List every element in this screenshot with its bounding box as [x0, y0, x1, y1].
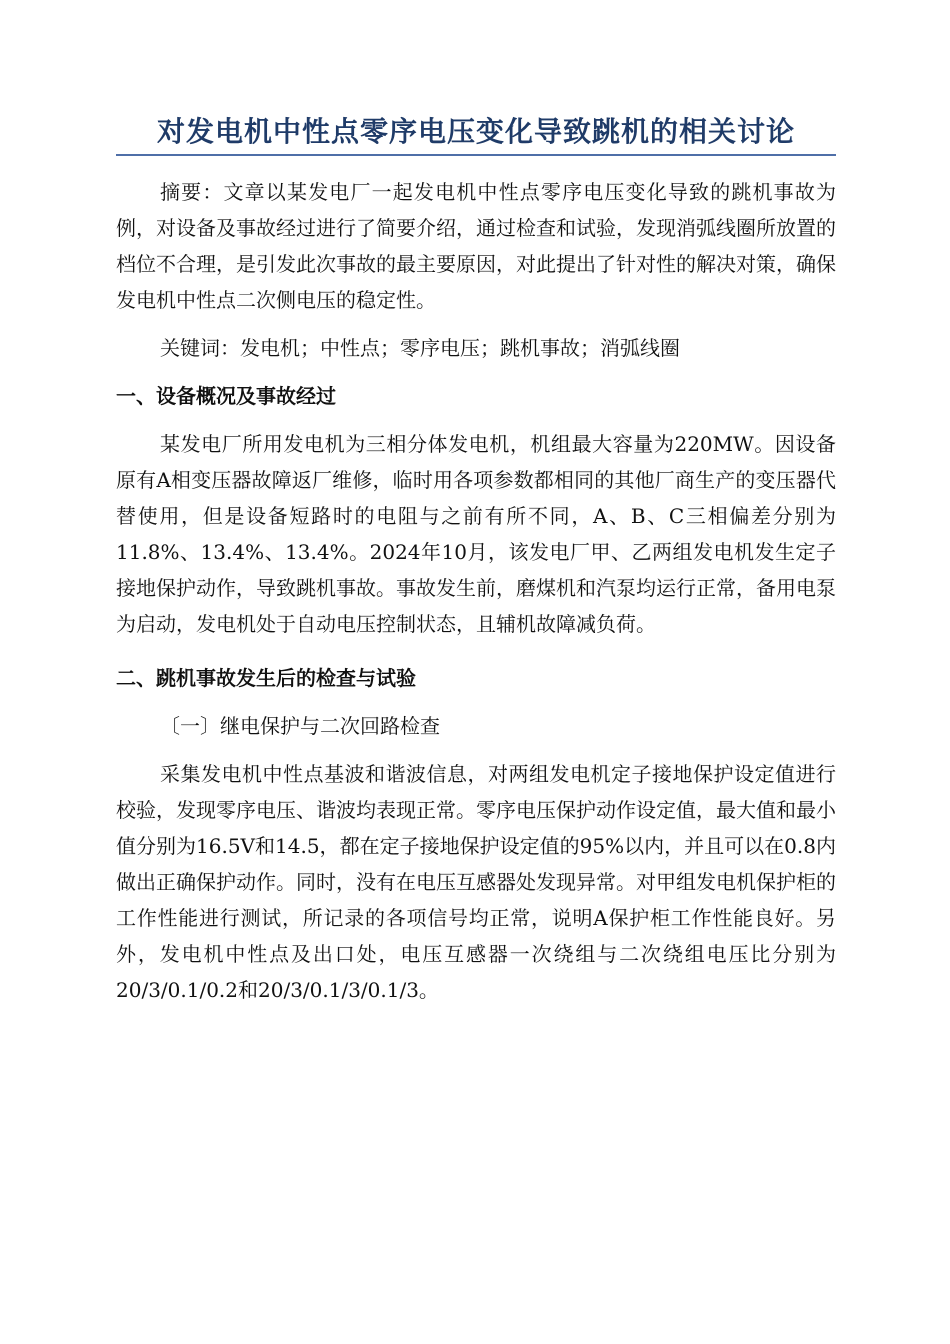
section-heading-2: 二、跳机事故发生后的检查与试验: [116, 666, 416, 690]
keywords-line: 关键词：发电机；中性点；零序电压；跳机事故；消弧线圈: [160, 336, 680, 360]
abstract-paragraph: 摘要：文章以某发电厂一起发电机中性点零序电压变化导致的跳机事故为例，对设备及事故经过进行了简要介绍，通过检查和试验，发现消弧线圈所放置的档位不合理，是引发此次事故的最主要原因，对此提出了针对性的解决对策，确保发电机中性点二次侧电压的稳定性。: [116, 180, 836, 312]
document-page: [116, 112, 836, 1008]
subsection-heading: 〔一〕继电保护与二次回路检查: [160, 714, 440, 738]
section-1-paragraph: 某发电厂所用发电机为三相分体发电机，机组最大容量为220MW。因设备原有A相变压器故障返厂维修，临时用各项参数都相同的其他厂商生产的变压器代替使用，但是设备短路时的电阻与之前有所不同，A、B、C三相偏差分别为11.8%、13.4%、13.4%。2024年10月，该发电厂甲、乙两组发电机发生定子接地保护动作，导致跳机事故。事故发生前，磨煤机和汽泵均运行正常，备用电泵为启动，发电机处于自动电压控制状态，且辅机故障减负荷。: [116, 432, 836, 636]
document-title: 对发电机中性点零序电压变化导致跳机的相关讨论: [156, 115, 795, 148]
section-heading-1: 一、设备概况及事故经过: [116, 384, 336, 408]
section-2-paragraph: 采集发电机中性点基波和谐波信息，对两组发电机定子接地保护设定值进行校验，发现零序电压、谐波均表现正常。零序电压保护动作设定值，最大值和最小值分别为16.5V和14.5，都在定子接地保护设定值的95%以内，并且可以在0.8内做出正确保护动作。同时，没有在电压互感器处发现异常。对甲组发电机保护柜的工作性能进行测试，所记录的各项信号均正常，说明A保护柜工作性能良好。另外，发电机中性点及出口处，电压互感器一次绕组与二次绕组电压比分别为20/3/0.1/0.2和20/3/0.1/3/0.1/3。: [116, 762, 836, 1002]
title-underline: [116, 154, 836, 156]
